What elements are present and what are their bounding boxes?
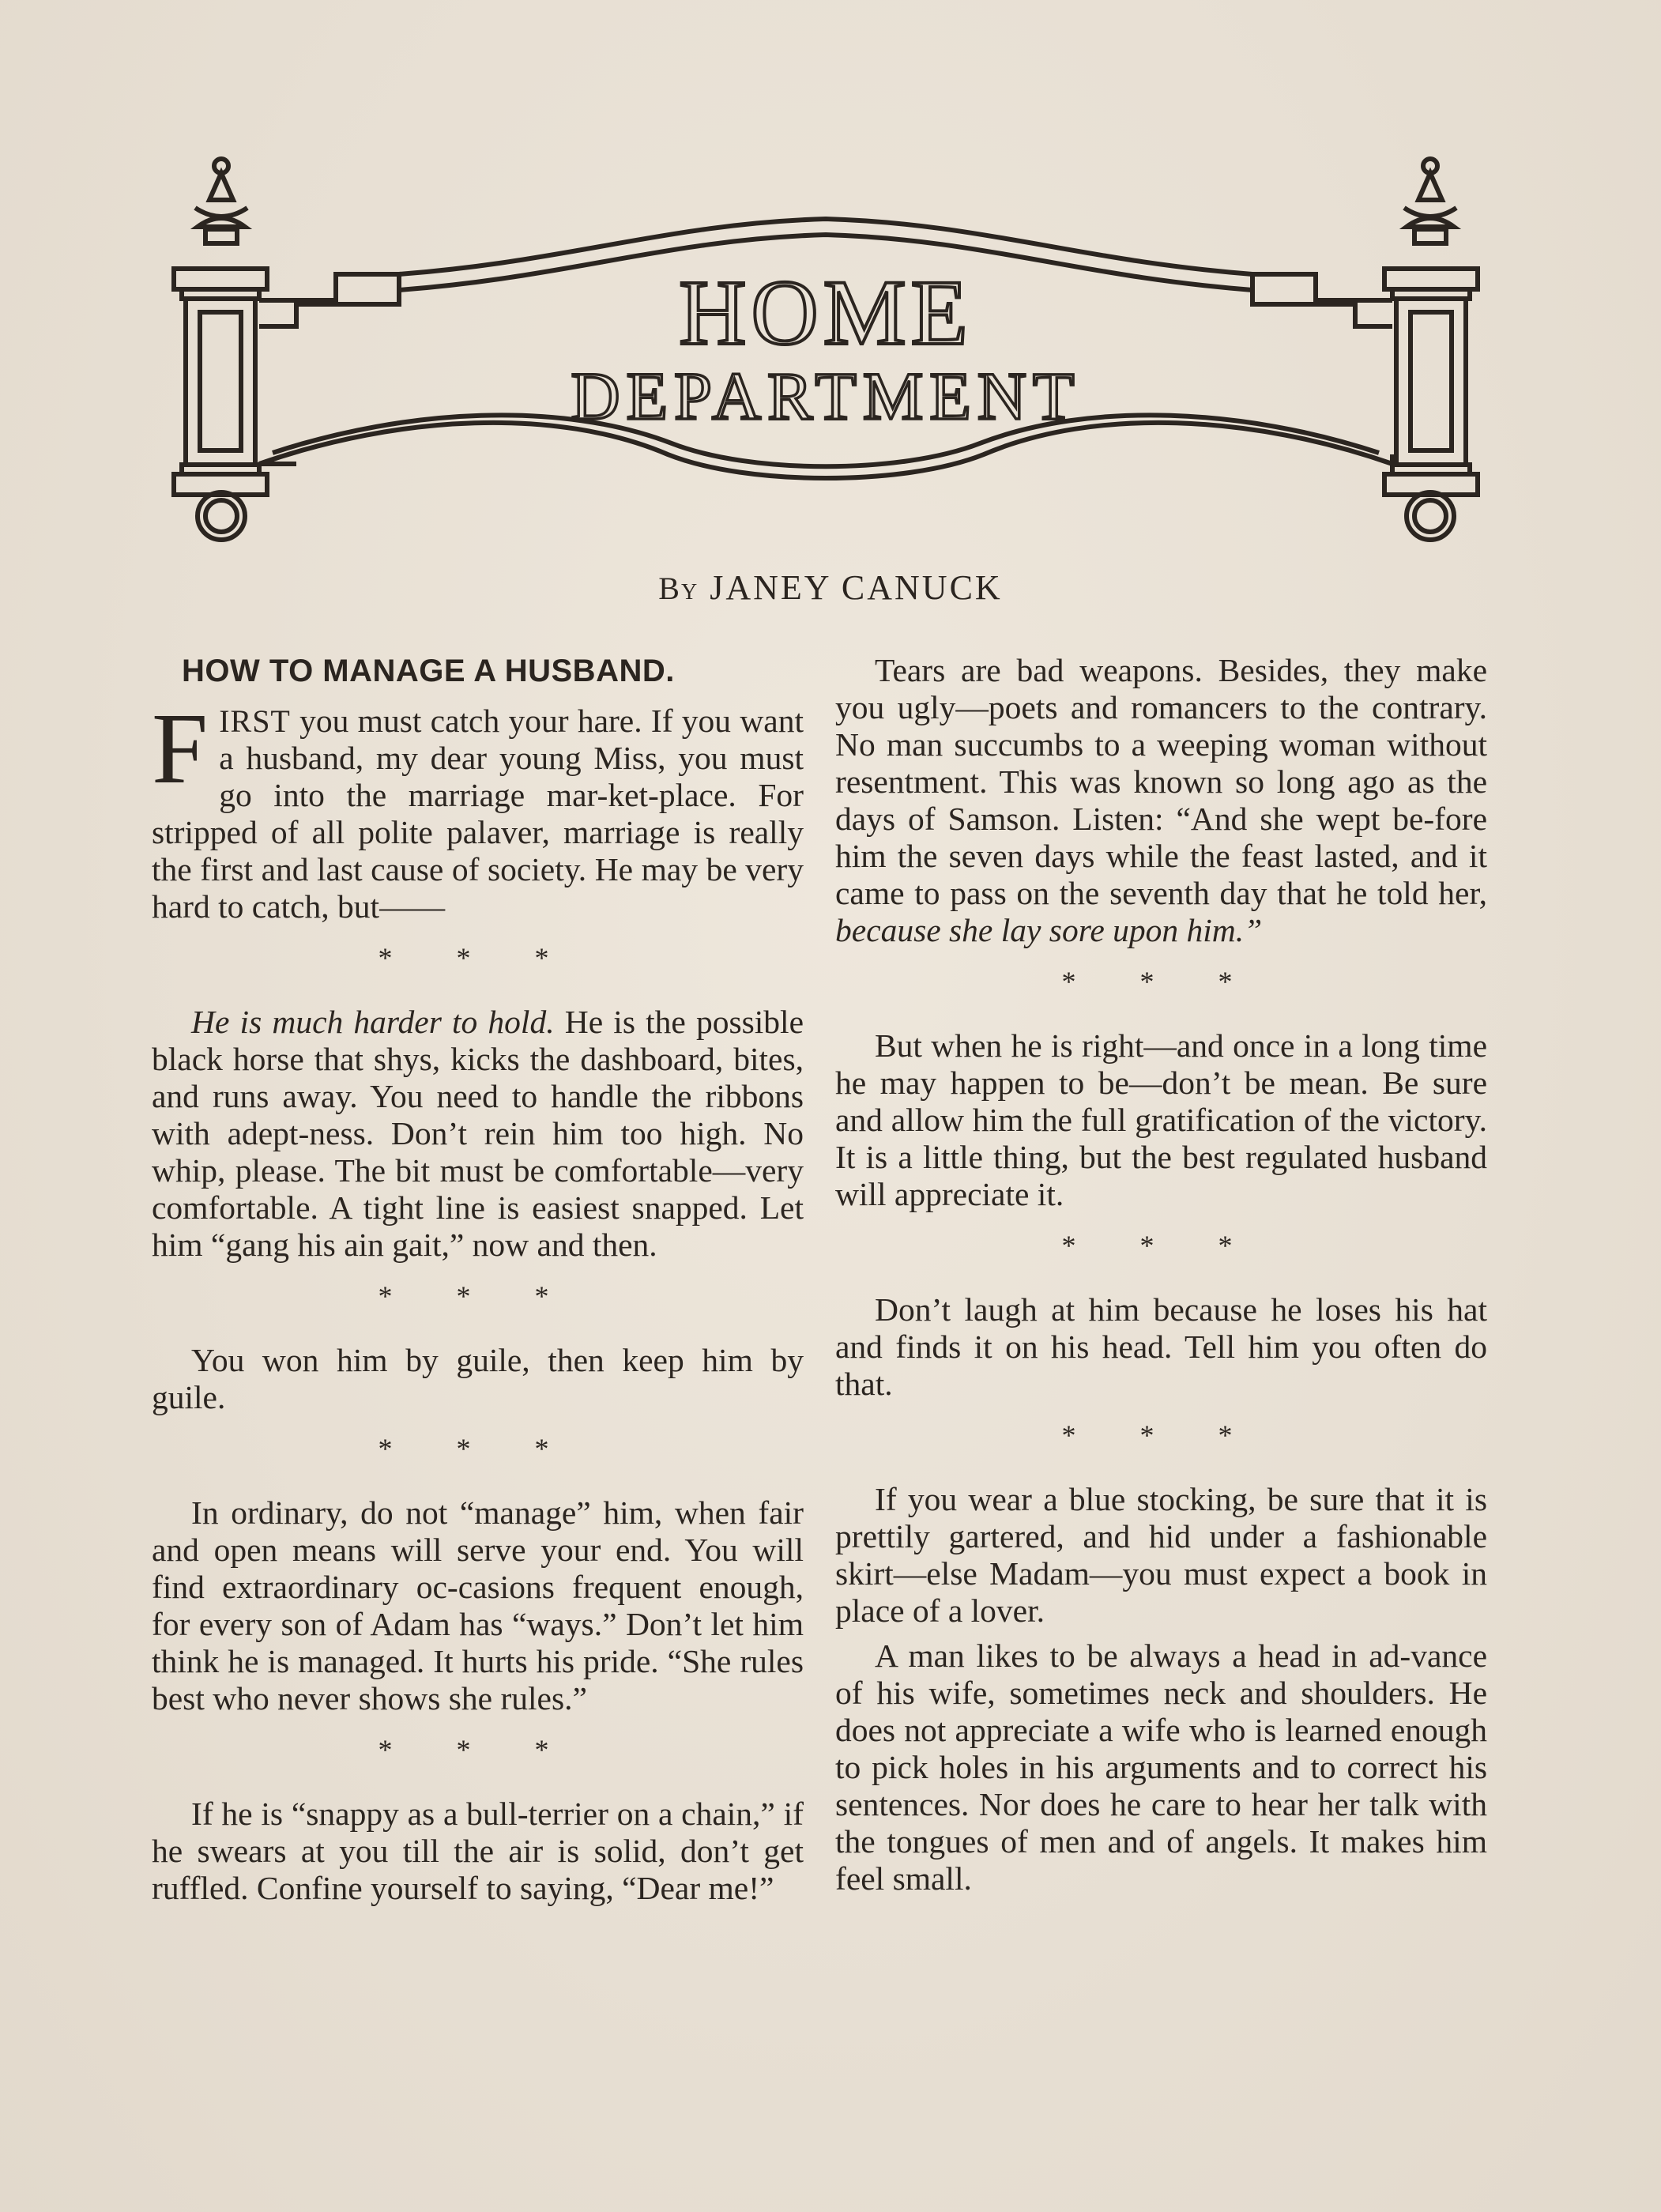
paragraph-8: Don’t laugh at him because he loses his hat and finds it on his head. Tell him you often do that. bbox=[835, 1291, 1487, 1402]
right-post-ornament bbox=[1384, 159, 1478, 540]
banner-title-department: DEPARTMENT bbox=[571, 358, 1081, 434]
paragraph-2 bbox=[152, 1004, 804, 1264]
byline-author: JANEY CANUCK bbox=[710, 568, 1003, 607]
section-separator: * * * bbox=[378, 1734, 578, 1765]
banner-title-home: HOME bbox=[679, 261, 973, 364]
paragraph-2-italic: He is much harder to hold. bbox=[191, 1004, 555, 1040]
left-column bbox=[152, 652, 804, 1907]
home-department-banner bbox=[162, 154, 1490, 549]
right-column bbox=[835, 652, 1487, 1897]
author-byline bbox=[0, 567, 1661, 608]
paragraph-6 bbox=[835, 652, 1487, 949]
paragraph-9: If you wear a blue stocking, be sure that it is prettily gartered, and hid under a fashionable skirt—else Madam—you must expect a book in place of a lover. bbox=[835, 1481, 1487, 1629]
paragraph-10: A man likes to be always a head in ad-vance of his wife, sometimes neck and shoulders. He does not appreciate a wife who is learned enough to pick holes in his arguments and to correct his sentences. Nor does he care to hear her talk with the tongues of men and of angels. It makes him feel small. bbox=[835, 1637, 1487, 1897]
left-post-ornament bbox=[174, 159, 267, 540]
paragraph-7: But when he is right—and once in a long time he may happen to be—don’t be mean. Be sure and allow him the full gratification of the victory. It is a little thing, but the best regulated husband will appreciate it. bbox=[835, 1027, 1487, 1212]
paragraph-5: If he is “snappy as a bull-terrier on a chain,” if he swears at you till the air is solid, don’t get ruffled. Confine yourself to saying, “Dear me!” bbox=[152, 1796, 804, 1906]
paragraph-2-text: He is the possible black horse that shys, kicks the dashboard, bites, and runs away. You need to handle the ribbons with adept-ness. Don’t rein him too high. No whip, please. The bit must be comfortable—very comfortable. A tight line is easiest snapped. Let him “gang his ain gait,” now and then. bbox=[152, 1004, 804, 1263]
paragraph-1-text: you must catch your hare. If you want a husband, my dear young Miss, you must go into the marriage mar-ket-place. For stripped of all polite palaver, marriage is really the first and last cause of society. He may be very hard to catch, but—— bbox=[152, 703, 804, 925]
byline-prefix: By bbox=[658, 571, 699, 606]
paragraph-1-lead: IRST bbox=[219, 703, 291, 739]
paragraph-3: You won him by guile, then keep him by guile. bbox=[152, 1342, 804, 1415]
section-separator: * * * bbox=[1061, 966, 1261, 997]
paragraph-1 bbox=[152, 692, 804, 925]
section-separator: * * * bbox=[378, 1433, 578, 1464]
paragraph-6-text: Tears are bad weapons. Besides, they make you ugly—poets and romancers to the contrary. No man succumbs to a weeping woman without resentment. This was known so long ago as the days of Samson. Listen: “And she wept be-fore him the seven days while the feast lasted, and it came to pass on the seventh day that he told her, bbox=[835, 652, 1487, 911]
paragraph-4: In ordinary, do not “manage” him, when fair and open means will serve your end. You will find extraordinary oc-casions frequent enough, for every son of Adam has “ways.” Don’t let him think he is managed. It hurts his pride. “She rules best who never shows she rules.” bbox=[152, 1494, 804, 1716]
drop-cap: F bbox=[152, 692, 209, 805]
section-separator: * * * bbox=[1061, 1230, 1261, 1261]
section-separator: * * * bbox=[378, 1280, 578, 1312]
section-separator: * * * bbox=[378, 942, 578, 974]
article-headline: HOW TO MANAGE A HUSBAND. bbox=[182, 654, 675, 688]
section-separator: * * * bbox=[1061, 1419, 1261, 1451]
paragraph-6-italic: because she lay sore upon him.” bbox=[835, 912, 1263, 948]
